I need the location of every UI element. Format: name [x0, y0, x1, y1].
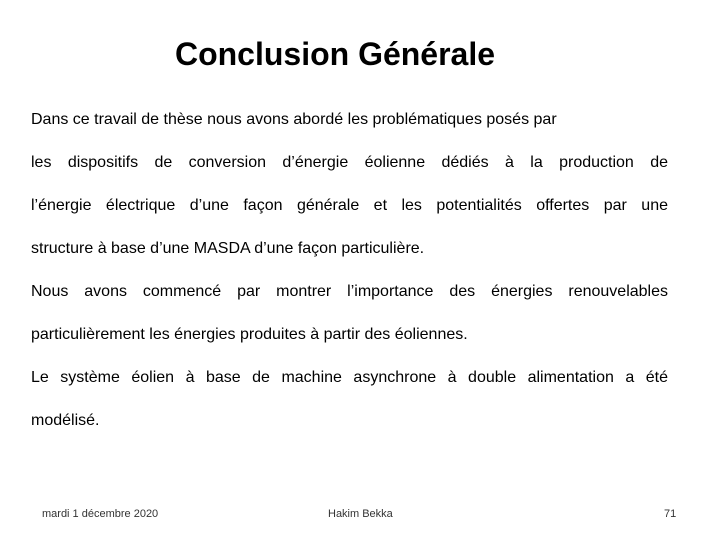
body-line: Dans ce travail de thèse nous avons abordé les problématiques posés par — [31, 111, 557, 128]
body-line: particulièrement les énergies produites à partir des éoliennes. — [31, 326, 468, 343]
body-line: modélisé. — [31, 412, 100, 429]
body-line: structure à base d’une MASDA d’une façon particulière. — [31, 240, 425, 257]
footer-author: Hakim Bekka — [328, 508, 393, 520]
slide-body — [31, 98, 668, 442]
body-line: les dispositifs de conversion d’énergie éolienne dédiés à la production de — [31, 154, 668, 171]
body-line: l’énergie électrique d’une façon générale et les potentialités offertes par une — [31, 197, 668, 214]
footer-date: mardi 1 décembre 2020 — [42, 508, 159, 520]
footer-page-number: 71 — [664, 508, 677, 520]
body-line: Le système éolien à base de machine asynchrone à double alimentation a été — [31, 369, 668, 386]
body-line: Nous avons commencé par montrer l’importance des énergies renouvelables — [31, 283, 668, 300]
slide-title: Conclusion Générale — [174, 36, 496, 72]
